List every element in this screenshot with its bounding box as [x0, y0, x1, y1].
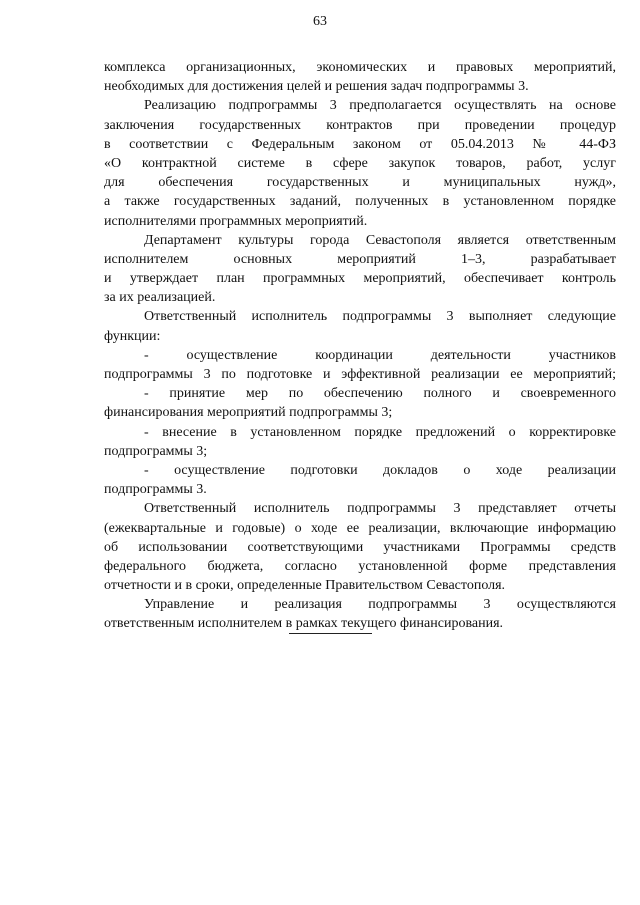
text-line: исполнителями программных мероприятий. — [104, 213, 368, 229]
list-item-line: - осуществление подготовки докладов о ходе реализации — [144, 462, 616, 478]
text-line: отчетности и в сроки, определенные Правительством Севастополя. — [104, 578, 506, 594]
document-body — [104, 58, 616, 634]
text-line: за их реализацией. — [104, 290, 216, 306]
text-line: финансирования мероприятий подпрограммы 3; — [104, 405, 393, 421]
text-line: (ежеквартальные и годовые) о ходе ее реализации, включающие информацию — [104, 520, 616, 536]
text-line: Департамент культуры города Севастополя является ответственным — [144, 232, 616, 248]
text-line: «О контрактной системе в сфере закупок товаров, работ, услуг — [104, 155, 616, 171]
text-line: исполнителем основных мероприятий 1–3, разрабатывает — [104, 251, 616, 267]
text-line: в соответствии с Федеральным законом от 05.04.2013 № 44-ФЗ — [104, 136, 616, 152]
text-line: подпрограммы 3 по подготовке и эффективной реализации ее мероприятий; — [104, 367, 616, 382]
text-line: и утверждает план программных мероприятий, обеспечивает контроль — [104, 271, 616, 287]
text-line: комплекса организационных, экономических и правовых мероприятий, — [104, 60, 616, 75]
text-line: Управление и реализация подпрограммы 3 осуществляются — [144, 597, 616, 613]
text-line: функции: — [104, 328, 161, 344]
text-line: об использовании соответствующими участниками Программы средств — [104, 539, 616, 555]
text-line: Реализацию подпрограммы 3 предполагается осуществлять на основе — [144, 98, 616, 114]
list-item-line: - принятие мер по обеспечению полного и своевременного — [144, 386, 616, 402]
text-line: а также государственных заданий, полученных в установленном порядке — [104, 194, 616, 210]
text-line: ответственным исполнителем в рамках текущего финансирования. — [104, 616, 504, 632]
text-line: для обеспечения государственных и муниципальных нужд», — [104, 175, 616, 191]
list-item-line: - внесение в установленном порядке предложений о корректировке — [144, 424, 616, 440]
text-line: подпрограммы 3. — [104, 482, 207, 498]
list-item-line: - осуществление координации деятельности участников — [144, 347, 616, 363]
text-line: подпрограммы 3; — [104, 443, 208, 459]
text-line: Ответственный исполнитель подпрограммы 3 представляет отчеты — [144, 501, 616, 517]
text-line: Ответственный исполнитель подпрограммы 3 выполняет следующие — [144, 309, 616, 325]
end-divider — [289, 633, 372, 634]
text-line: необходимых для достижения целей и решения задач подпрограммы 3. — [104, 79, 529, 95]
page-number: 63 — [313, 14, 327, 29]
text-line: заключения государственных контрактов при проведении процедур — [104, 117, 616, 133]
text-line: федерального бюджета, согласно установленной форме представления — [104, 558, 616, 574]
